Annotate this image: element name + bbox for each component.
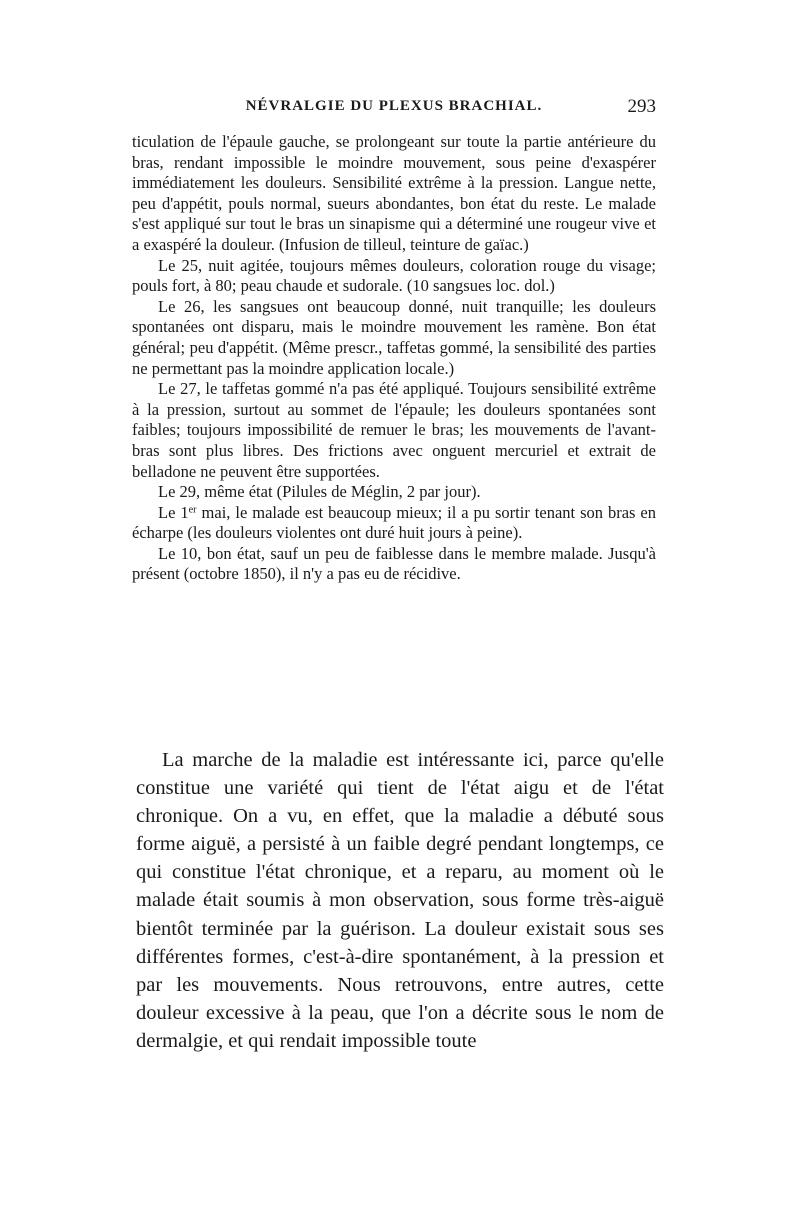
commentary-paragraph: La marche de la maladie est intéressante ici, parce qu'elle constitue une variété qui tient de l'état aigu et de l'état chronique. On a vu, en effet, que la maladie a débuté sous forme aiguë, a persisté à un faible degré pendant longtemps, ce qui constitue l'état chronique, et a reparu, au moment où le malade était soumis à mon observation, sous forme très-aiguë bientôt terminée par la guérison. La douleur existait sous ses différentes formes, c'est-à-dire spontanément, à la pression et par les mouvements. Nous retrouvons, entre autres, cette douleur excessive à la peau, que l'on a décrite sous le nom de dermalgie, et qui rendait impossible toute (136, 749, 664, 1052)
case-note-prefix: Le 1 (158, 502, 189, 522)
case-note-rest: mai, le malade est beaucoup mieux; il a pu sortir tenant son bras en écharpe (les douleurs violentes ont duré huit jours à peine). (132, 502, 656, 543)
case-note-paragraph (132, 503, 656, 544)
running-title: NÉVRALGIE DU PLEXUS BRACHIAL. (245, 98, 543, 114)
case-note-paragraph: Le 25, nuit agitée, toujours mêmes douleurs, coloration rouge du visage; pouls fort, à 80; peau chaude et sudorale. (10 sangsues loc. dol.) (132, 255, 656, 296)
case-observation-notes (132, 132, 656, 585)
case-note-paragraph: Le 29, même état (Pilules de Méglin, 2 par jour). (158, 482, 481, 502)
case-note-paragraph: ticulation de l'épaule gauche, se prolongeant sur toute la partie antérieure du bras, rendant impossible le moindre mouvement, sous peine d'exaspérer immédiatement les douleurs. Sensibilité extrême à la pression. Langue nette, peu d'appétit, pouls normal, sueurs abondantes, bon état du reste. Le malade s'est appliqué sur tout le bras un sinapisme qui a déterminé une rougeur vive et a exaspéré la douleur. (Infusion de tilleul, teinture de gaïac.) (132, 132, 656, 254)
case-note-paragraph: Le 26, les sangsues ont beaucoup donné, nuit tranquille; les douleurs spontanées ont disparu, mais le moindre mouvement les ramène. Bon état général; peu d'appétit. (Même prescr., taffetas gommé, la sensibilité des parties ne permettant pas la moindre application locale.) (132, 296, 656, 378)
ordinal-superscript: er (188, 504, 197, 516)
commentary-section (136, 746, 664, 1055)
page-number: 293 (627, 96, 656, 117)
running-head (132, 96, 656, 122)
case-note-paragraph: Le 10, bon état, sauf un peu de faiblesse dans le membre malade. Jusqu'à présent (octobre 1850), il n'y a pas eu de récidive. (132, 543, 656, 584)
case-note-paragraph: Le 27, le taffetas gommé n'a pas été appliqué. Toujours sensibilité extrême à la pression, surtout au sommet de l'épaule; les douleurs spontanées sont faibles; toujours impossibilité de remuer le bras; les mouvements de l'avant-bras sont plus libres. Des frictions avec onguent mercuriel et extrait de belladone ne peuvent être supportées. (132, 379, 656, 481)
